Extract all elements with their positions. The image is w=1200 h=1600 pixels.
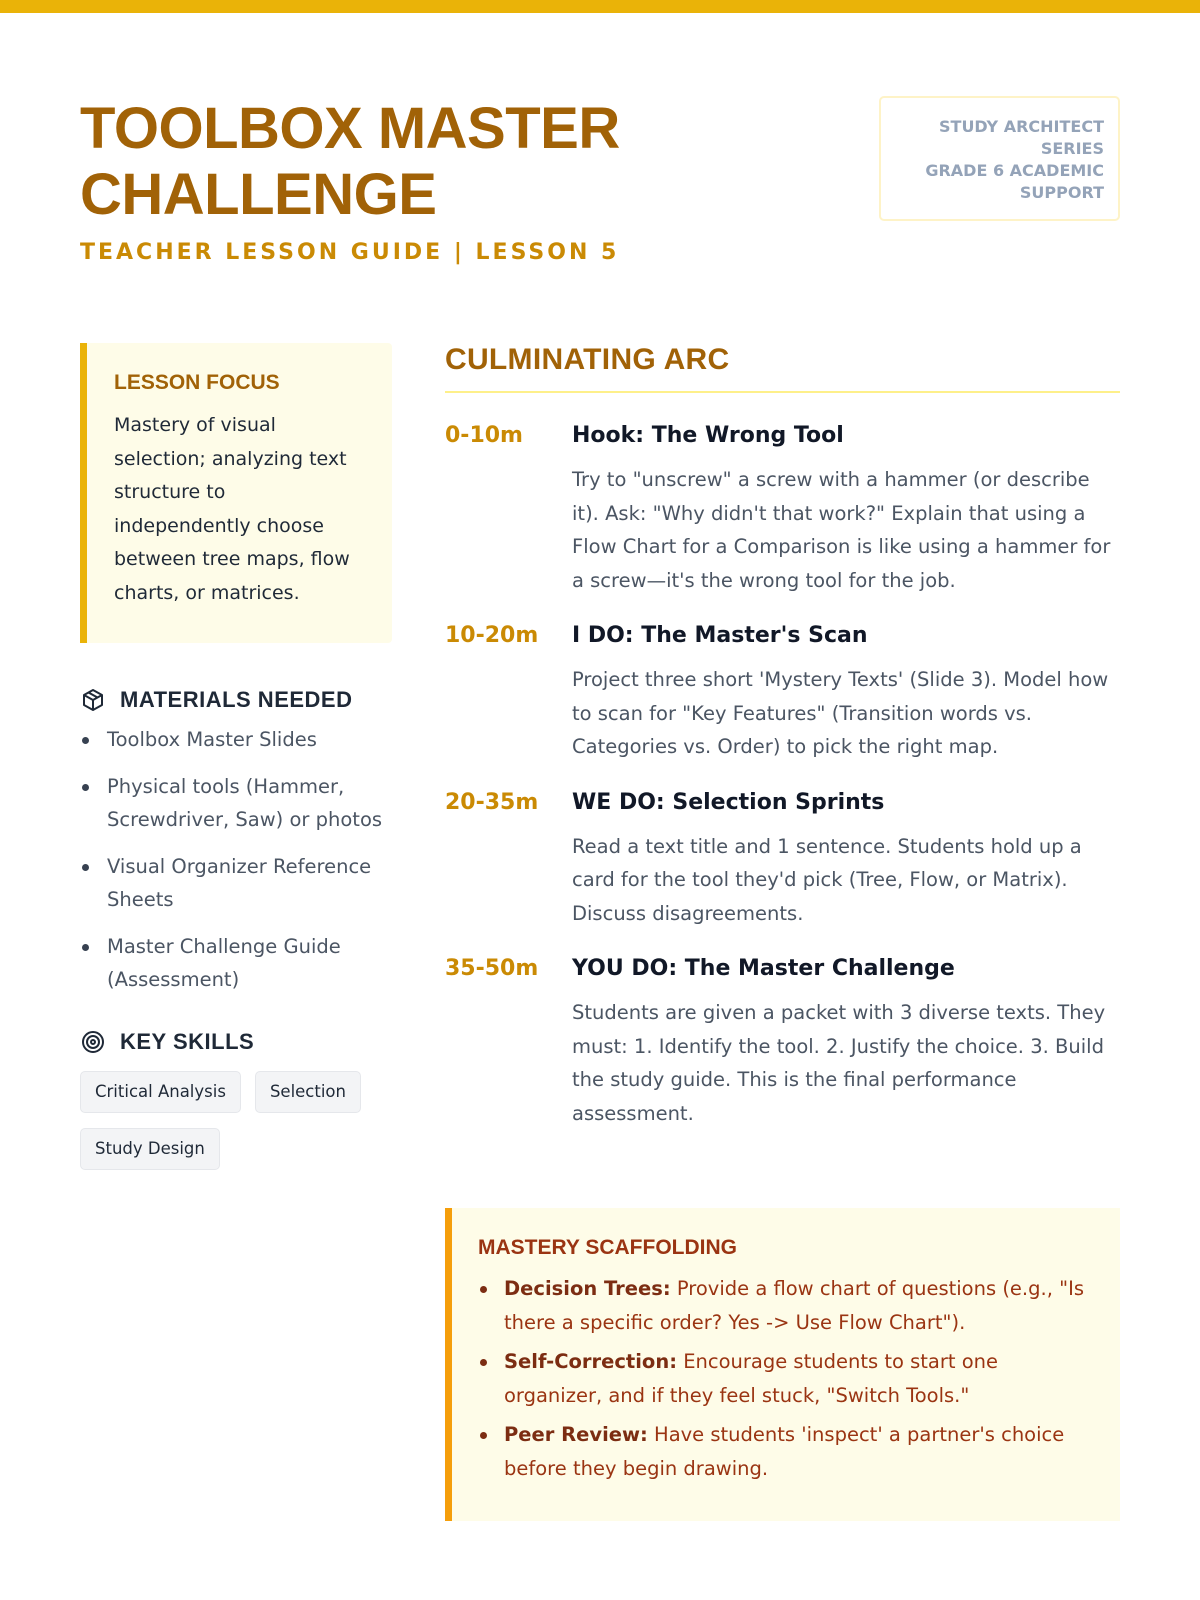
- skills-tags: [80, 1071, 380, 1185]
- list-item: Physical tools (Hammer, Screwdriver, Saw) or photos: [80, 770, 392, 837]
- scaffolding-title: MASTERY SCAFFOLDING: [478, 1236, 738, 1259]
- list-item: [478, 1272, 1094, 1339]
- agenda-title: I DO: The Master's Scan: [572, 623, 868, 648]
- agenda-item: [445, 421, 1120, 597]
- page-title: TOOLBOX MASTER CHALLENGE: [80, 96, 620, 227]
- series-line: SERIES: [1040, 139, 1104, 158]
- arc-title: CULMINATING ARC: [445, 343, 1120, 393]
- target-icon: [80, 1029, 106, 1055]
- list-item: Master Challenge Guide (Assessment): [80, 930, 392, 997]
- agenda-time: 10-20m: [445, 623, 539, 648]
- skill-tag: Critical Analysis: [80, 1071, 241, 1113]
- mastery-scaffolding-card: [445, 1208, 1120, 1521]
- series-line: STUDY ARCHITECT: [939, 117, 1104, 136]
- agenda-desc: Project three short 'Mystery Texts' (Slide 3). Model how to scan for "Key Features" (Transition words vs. Categories vs. Order) to pick the right map.: [572, 668, 1109, 758]
- list-item: [478, 1418, 1094, 1485]
- skill-tag: Study Design: [80, 1128, 220, 1170]
- materials-heading: [80, 687, 392, 713]
- skills-title: KEY SKILLS: [120, 1028, 255, 1054]
- agenda-time: 20-35m: [445, 789, 539, 815]
- scaffold-text: Provide a flow chart of questions (e.g., "Is there a specific order? Yes -> Use Flow Chart").: [504, 1277, 1084, 1334]
- skills-heading: [80, 1029, 392, 1055]
- agenda-body: [572, 954, 1120, 1130]
- agenda-desc: Read a text title and 1 sentence. Students hold up a card for the tool they'd pick (Tree, Flow, or Matrix). Discuss disagreements.: [572, 834, 1082, 925]
- agenda-title: WE DO: Selection Sprints: [572, 789, 885, 815]
- scaffold-text: Have students 'inspect' a partner's choice before they begin drawing.: [504, 1423, 1065, 1480]
- list-item: Toolbox Master Slides: [80, 723, 392, 757]
- agenda-item: [445, 788, 1120, 931]
- lesson-focus-card: [80, 343, 392, 643]
- scaffold-label: Self-Correction:: [504, 1350, 677, 1373]
- agenda-time: 35-50m: [445, 956, 539, 981]
- agenda-desc: Try to "unscrew" a screw with a hammer (or describe it). Ask: "Why didn't that work?" Explain that using a Flow Chart for a Comparison is like using a hammer for a screw—it's the wrong tool for the job.: [572, 468, 1111, 592]
- agenda-body: [572, 421, 1120, 597]
- scaffold-text: Encourage students to start one organizer, and if they feel stuck, "Switch Tools.": [504, 1350, 999, 1407]
- lesson-focus-text: Mastery of visual selection; analyzing text structure to independently choose between tree maps, flow charts, or matrices.: [114, 414, 350, 604]
- culminating-arc: [445, 343, 1120, 1130]
- agenda-title: Hook: The Wrong Tool: [572, 423, 844, 448]
- scaffold-label: Decision Trees:: [504, 1277, 671, 1300]
- lesson-focus-title: LESSON FOCUS: [114, 371, 280, 394]
- agenda-body: [572, 621, 1120, 764]
- skill-tag: Selection: [255, 1071, 361, 1113]
- agenda-item: [445, 954, 1120, 1130]
- top-accent-bar: [0, 0, 1200, 13]
- page-subtitle: TEACHER LESSON GUIDE | LESSON 5: [80, 240, 620, 265]
- materials-list: [80, 723, 392, 997]
- series-line: GRADE 6 ACADEMIC: [925, 161, 1104, 180]
- agenda-body: [572, 788, 1120, 931]
- agenda-desc: Students are given a packet with 3 diverse texts. They must: 1. Identify the tool. 2. Justify the choice. 3. Build the study guide. This is the final performance assessment.: [572, 1001, 1106, 1125]
- agenda-time: 0-10m: [445, 423, 523, 448]
- header: [80, 96, 1120, 265]
- scaffolding-list: [478, 1272, 1094, 1485]
- list-item: [478, 1345, 1094, 1412]
- agenda-title: YOU DO: The Master Challenge: [572, 956, 955, 981]
- scaffold-label: Peer Review:: [504, 1423, 648, 1446]
- agenda-item: [445, 621, 1120, 764]
- box-icon: [80, 687, 106, 713]
- series-line: SUPPORT: [1019, 183, 1104, 202]
- materials-title: MATERIALS NEEDED: [120, 687, 353, 712]
- series-box: [879, 96, 1120, 221]
- sidebar: [80, 343, 392, 1185]
- list-item: Visual Organizer Reference Sheets: [80, 850, 392, 917]
